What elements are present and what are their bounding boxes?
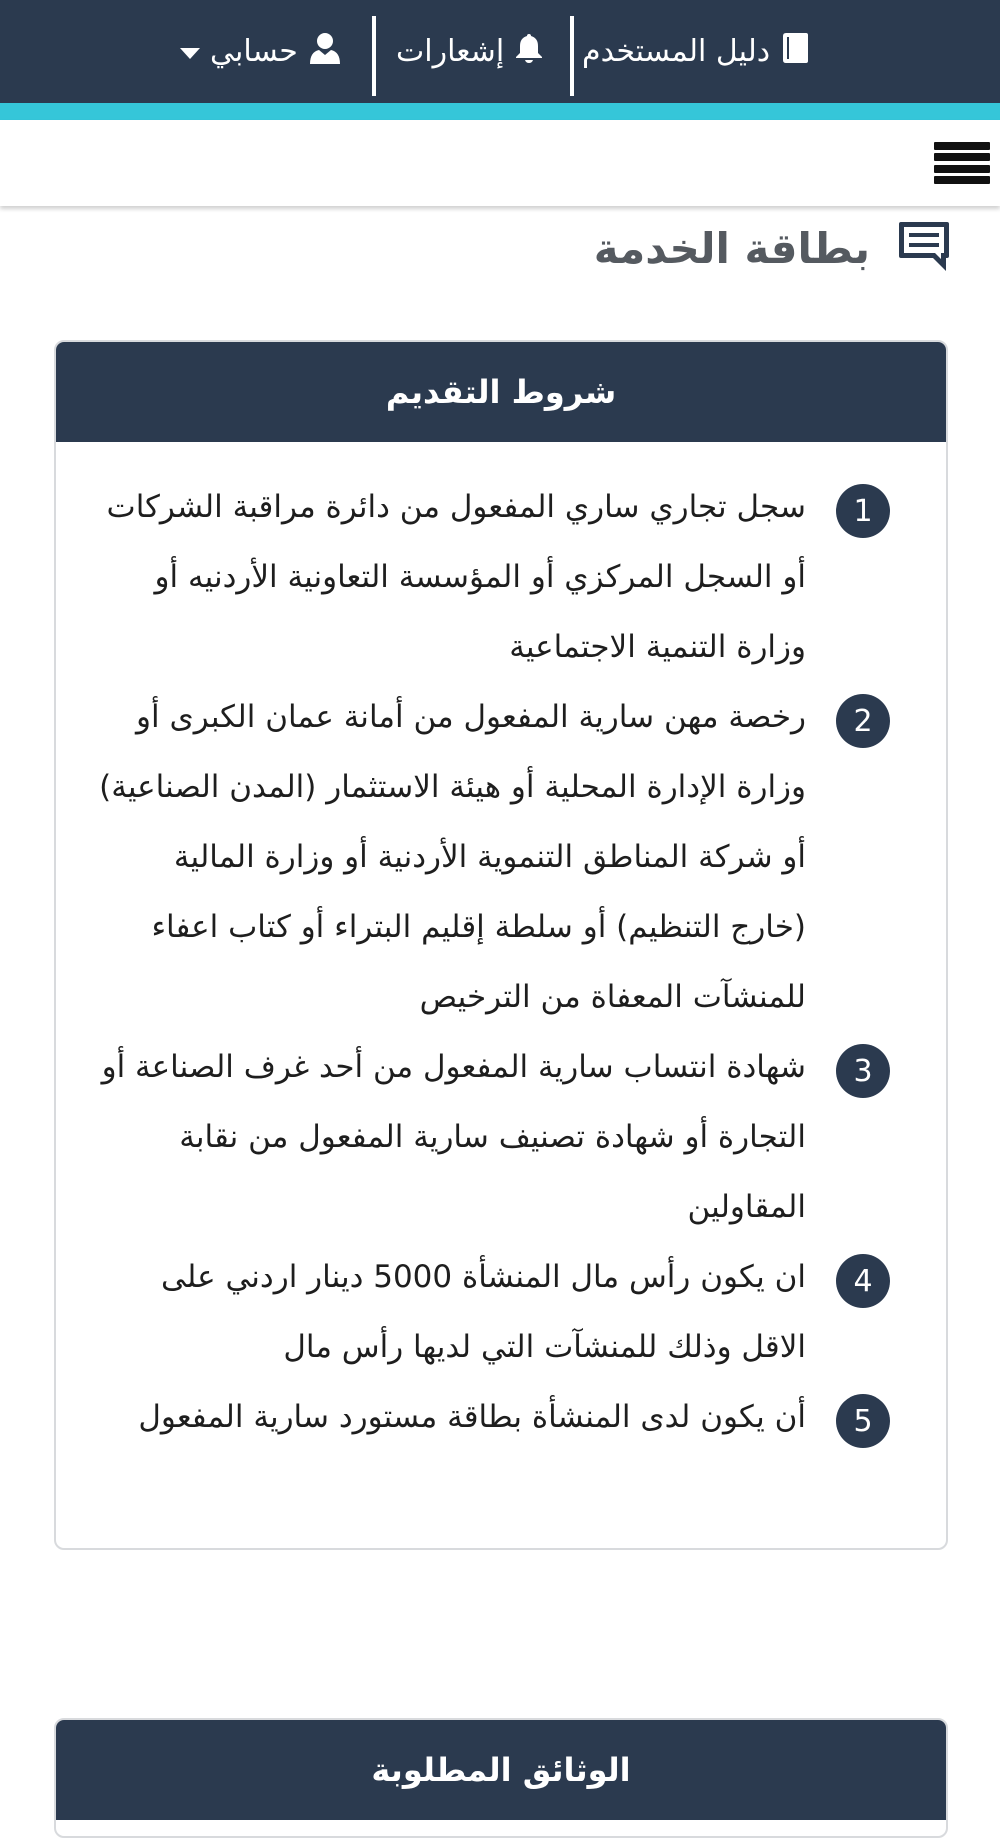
top-divider — [570, 16, 574, 96]
item-text: شهادة انتساب سارية المفعول من أحد غرف الصناعة أو التجارة أو شهادة تصنيف سارية المفعول من نقابة المقاولين — [101, 1049, 806, 1225]
account-label: حسابي — [210, 34, 298, 69]
item-text: ان يكون رأس مال المنشأة 5000 دينار اردني على الاقل وذلك للمنشآت التي لديها رأس مال — [161, 1259, 806, 1365]
top-navigation-bar — [0, 0, 1000, 103]
item-number-badge: 5 — [836, 1394, 890, 1448]
item-text: أن يكون لدى المنشأة بطاقة مستورد سارية المفعول — [138, 1399, 806, 1435]
menu-bar — [0, 120, 1000, 206]
chevron-down-icon — [180, 48, 200, 59]
topbar-accent-strip — [0, 103, 1000, 120]
item-number-badge: 1 — [836, 484, 890, 538]
item-text: رخصة مهن سارية المفعول من أمانة عمان الكبرى أو وزارة الإدارة المحلية أو هيئة الاستثمار (المدن الصناعية) أو شركة المناطق التنموية الأردنية أو وزارة المالية (خارج التنظيم) أو سلطة إقليم البتراء أو كتاب اعفاء للمنشآت المعفاة من الترخيص — [99, 699, 806, 1015]
user-guide-label: دليل المستخدم — [582, 34, 771, 69]
account-menu[interactable] — [180, 0, 342, 103]
item-number-badge: 3 — [836, 1044, 890, 1098]
documents-card-header: الوثائق المطلوبة — [56, 1720, 946, 1820]
page-title-text: بطاقة الخدمة — [593, 223, 870, 273]
user-guide-link[interactable] — [582, 0, 812, 103]
notifications-link[interactable] — [396, 0, 544, 103]
bell-icon — [514, 32, 544, 72]
list-item — [94, 1382, 890, 1452]
list-item — [94, 1032, 890, 1242]
item-number-badge: 2 — [836, 694, 890, 748]
page-title — [594, 218, 952, 278]
conditions-card-header: شروط التقديم — [56, 342, 946, 442]
item-number-badge: 4 — [836, 1254, 890, 1308]
comment-icon — [896, 218, 952, 278]
notifications-label: إشعارات — [396, 34, 505, 69]
book-icon — [780, 31, 812, 73]
conditions-list — [56, 442, 946, 1472]
list-item — [94, 682, 890, 1032]
list-item — [94, 472, 890, 682]
item-text: سجل تجاري ساري المفعول من دائرة مراقبة الشركات أو السجل المركزي أو المؤسسة التعاونية الأردنيه أو وزارة التنمية الاجتماعية — [106, 489, 806, 665]
hamburger-menu-icon[interactable] — [934, 136, 990, 190]
conditions-card — [54, 340, 948, 1550]
user-icon — [308, 31, 342, 73]
list-item — [94, 1242, 890, 1382]
documents-card — [54, 1718, 948, 1838]
top-divider — [372, 16, 376, 96]
